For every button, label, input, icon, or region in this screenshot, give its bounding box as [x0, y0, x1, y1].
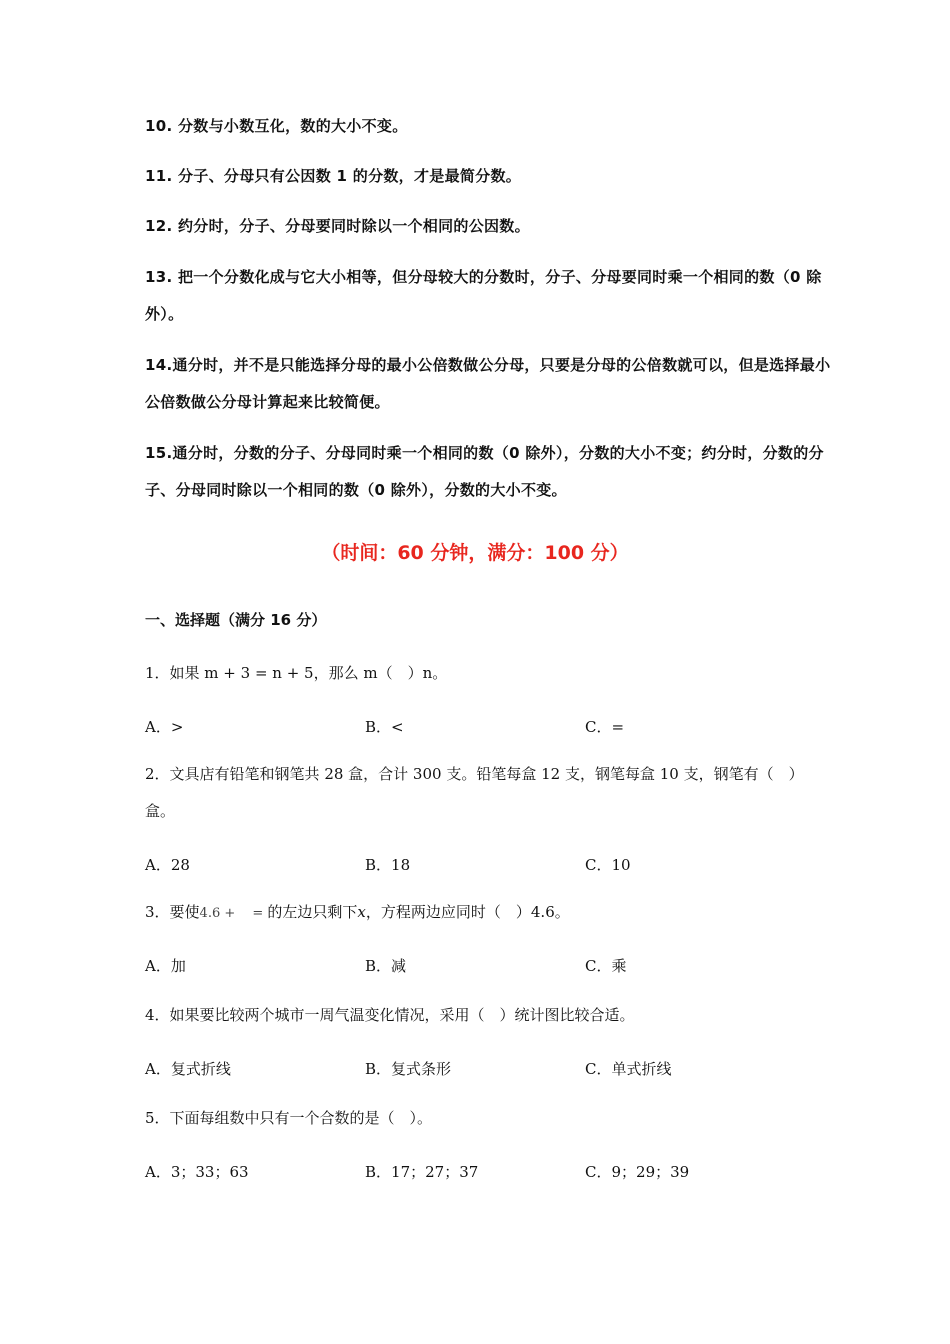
question-3	[145, 894, 825, 932]
equation-formula: 4.6 + =	[199, 906, 268, 921]
option-b: B．18	[365, 856, 411, 874]
option-c: C．=	[585, 718, 625, 736]
question-3-suffix: ，方程两边应同时（ ）4.6。	[365, 903, 570, 921]
question-5: 5．下面每组数中只有一个合数的是（ ）。	[145, 1109, 433, 1127]
question-4-options	[145, 1058, 825, 1082]
section-heading: 一、选择题（满分 16 分）	[145, 611, 327, 629]
option-c: C．乘	[585, 957, 627, 975]
option-b: B．复式条形	[365, 1060, 452, 1078]
question-2-options	[145, 854, 825, 878]
option-a: A．3；33；63	[145, 1163, 249, 1181]
option-a: A．>	[145, 718, 184, 736]
option-a: A．加	[145, 957, 186, 975]
rule-15: 15.通分时，分数的分子、分母同时乘一个相同的数（0 除外），分数的大小不变；约分时，分数的分子、分母同时除以一个相同的数（0 除外），分数的大小不变。	[145, 444, 824, 499]
question-2: 2．文具店有铅笔和钢笔共 28 盒，合计 300 支。铅笔每盒 12 支，钢笔每盒 10 支，钢笔有（ ）盒。	[145, 765, 804, 820]
question-3-middle: 的左边只剩下	[267, 903, 358, 921]
question-1: 1．如果 m + 3 = n + 5，那么 m（ ）n。	[145, 664, 448, 682]
option-c: C．单式折线	[585, 1060, 672, 1078]
option-c: C．10	[585, 856, 631, 874]
option-b: B．<	[365, 718, 404, 736]
question-3-options	[145, 955, 825, 979]
rule-13: 13. 把一个分数化成与它大小相等，但分母较大的分数时，分子、分母要同时乘一个相同的数（0 除外）。	[145, 268, 822, 323]
rule-11: 11. 分子、分母只有公因数 1 的分数，才是最简分数。	[145, 167, 522, 185]
variable-x: x	[357, 903, 366, 921]
option-b: B．17；27；37	[365, 1163, 479, 1181]
question-4: 4．如果要比较两个城市一周气温变化情况，采用（ ）统计图比较合适。	[145, 1006, 635, 1024]
question-5-options	[145, 1161, 825, 1185]
rule-12: 12. 约分时，分子、分母要同时除以一个相同的公因数。	[145, 217, 530, 235]
question-1-options	[145, 716, 825, 740]
option-a: A．复式折线	[145, 1060, 231, 1078]
option-a: A．28	[145, 856, 190, 874]
option-b: B．减	[365, 957, 407, 975]
option-c: C．9；29；39	[585, 1163, 690, 1181]
question-3-prefix: 3．要使	[145, 903, 200, 921]
rule-14: 14.通分时，并不是只能选择分母的最小公倍数做公分母，只要是分母的公倍数就可以，但是选择最小公倍数做公分母计算起来比较简便。	[145, 356, 831, 411]
rule-10: 10. 分数与小数互化，数的大小不变。	[145, 117, 408, 135]
exam-title: （时间：60 分钟，满分：100 分）	[321, 542, 629, 564]
